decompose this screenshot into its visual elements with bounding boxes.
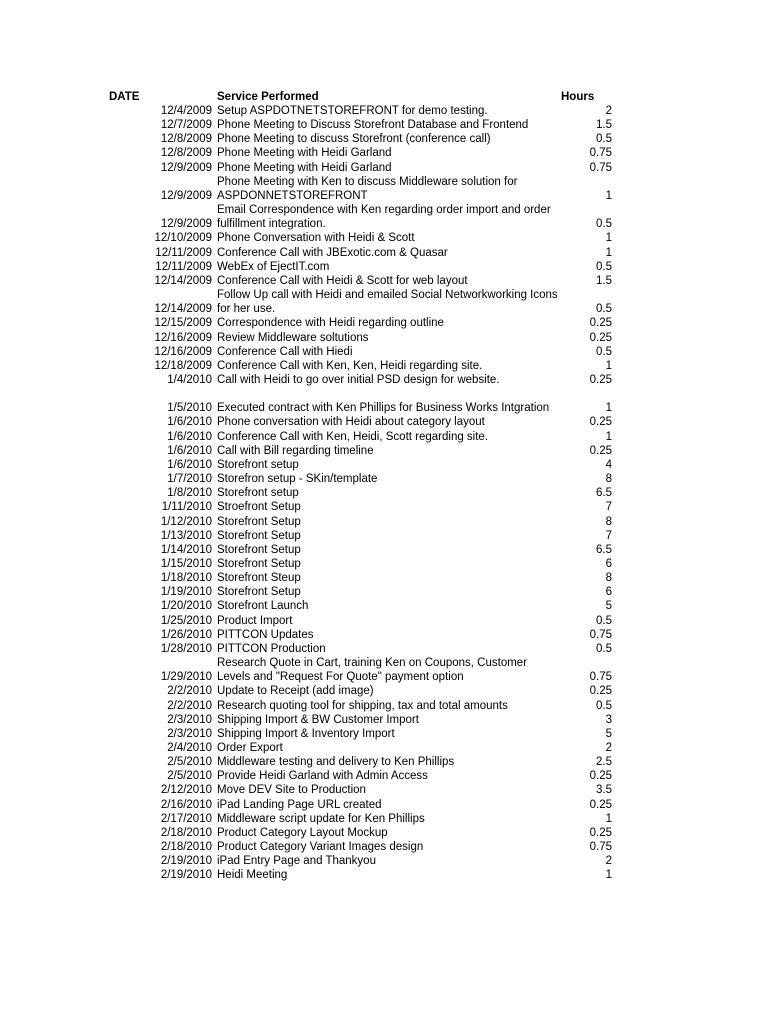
hours-cell: 6: [605, 586, 612, 599]
date-cell: 2/5/2010: [167, 756, 212, 769]
table-row: [0, 104, 768, 118]
hours-cell: 7: [605, 529, 612, 542]
date-cell: 12/11/2009: [155, 246, 212, 259]
service-text-line: for her use.: [217, 303, 276, 316]
table-row: [0, 472, 768, 486]
service-text-line: Update to Receipt (add image): [217, 685, 374, 698]
hours-cell: 0.5: [596, 614, 612, 627]
service-cell: [212, 656, 562, 684]
date-cell: 2/18/2010: [160, 826, 212, 839]
hours-cell: 7: [605, 501, 612, 514]
table-row: [0, 458, 768, 472]
service-cell: [212, 628, 562, 642]
service-text-line: Storefront Setup: [217, 557, 301, 570]
service-text-line: Storefront Setup: [217, 586, 301, 599]
hours-cell: 1: [605, 232, 612, 245]
service-cell: [212, 812, 562, 826]
hours-cell: 0.25: [589, 798, 612, 811]
table-row: [0, 401, 768, 415]
date-cell: 2/12/2010: [160, 784, 212, 797]
hours-cell: 6.5: [596, 487, 612, 500]
date-cell: 12/16/2009: [154, 331, 212, 344]
hours-cell: 0.25: [589, 373, 612, 386]
date-cell: 12/10/2009: [154, 232, 212, 245]
date-cell: 1/13/2010: [160, 529, 212, 542]
service-text-line: Email Correspondence with Ken regarding order import and order: [217, 204, 551, 217]
hours-cell: 6: [605, 557, 612, 570]
service-cell: [212, 458, 562, 472]
date-cell: 12/9/2009: [160, 218, 212, 231]
service-text-line: Conference Call with Ken, Heidi, Scott regarding site.: [217, 430, 489, 443]
service-cell: [212, 755, 562, 769]
table-row: [0, 359, 768, 373]
hours-cell: 1: [605, 402, 612, 415]
service-cell: [212, 444, 562, 458]
service-text-line: Phone conversation with Heidi about category layout: [217, 416, 485, 429]
service-text-line: Levels and "Request For Quote" payment option: [217, 671, 464, 684]
service-cell: [212, 472, 562, 486]
table-row: [0, 316, 768, 330]
service-text-line: Setup ASPDOTNETSTOREFRONT for demo testing.: [217, 105, 488, 117]
service-text-line: Storefron setup - SKin/template: [217, 473, 378, 486]
date-cell: 2/4/2010: [167, 742, 212, 755]
service-text-line: Conference Call with JBExotic.com & Quasar: [217, 246, 448, 259]
date-cell: 1/6/2010: [167, 430, 212, 443]
hours-cell: 0.75: [589, 161, 612, 174]
date-cell: 12/16/2009: [154, 345, 212, 358]
date-cell: 12/4/2009: [160, 105, 212, 117]
hours-cell: 0.25: [589, 444, 612, 457]
table-row: [0, 161, 768, 175]
service-cell: [212, 868, 562, 882]
hours-cell: 1.5: [596, 274, 612, 287]
table-row: [0, 769, 768, 783]
table-row: [0, 614, 768, 628]
table-row: [0, 868, 768, 882]
service-text-line: ASPDONNETSTOREFRONT: [217, 189, 368, 202]
service-cell: [212, 543, 562, 557]
hours-cell: 1.5: [596, 119, 612, 132]
service-text-line: Phone Meeting with Heidi Garland: [217, 147, 392, 160]
date-cell: 2/18/2010: [160, 841, 212, 854]
date-cell: 2/17/2010: [160, 812, 212, 825]
table-row: [0, 713, 768, 727]
hours-cell: 2.5: [596, 756, 612, 769]
date-cell: 1/12/2010: [160, 515, 212, 528]
service-cell: [212, 274, 562, 288]
service-text-line: Phone Meeting to Discuss Storefront Database and Frontend: [217, 119, 529, 132]
hours-cell: 2: [605, 105, 612, 117]
table-row: [0, 529, 768, 543]
service-cell: [212, 699, 562, 713]
table-row: [0, 812, 768, 826]
service-cell: [212, 741, 562, 755]
service-cell: [212, 727, 562, 741]
service-cell: [212, 571, 562, 585]
hours-cell: 1: [605, 869, 612, 882]
table-row: [0, 274, 768, 288]
service-text-line: Product Category Variant Images design: [217, 841, 424, 854]
date-cell: 1/26/2010: [160, 628, 212, 641]
hours-cell: 0.5: [596, 303, 612, 316]
hours-cell: 0.5: [596, 260, 612, 273]
table-row: [0, 684, 768, 698]
table-row: [0, 854, 768, 868]
service-cell: [212, 642, 562, 656]
service-text-line: Provide Heidi Garland with Admin Access: [217, 770, 428, 783]
date-cell: 12/9/2009: [160, 161, 212, 174]
table-row: [0, 826, 768, 840]
date-cell: 1/8/2010: [167, 487, 212, 500]
service-text-line: PITTCON Updates: [217, 628, 314, 641]
date-cell: 12/11/2009: [155, 260, 212, 273]
service-text-line: fulfillment integration.: [217, 218, 326, 231]
service-text-line: Order Export: [217, 742, 283, 755]
table-row: [0, 543, 768, 557]
service-cell: [212, 826, 562, 840]
service-cell: [212, 146, 562, 160]
table-row: [0, 557, 768, 571]
table-row: [0, 246, 768, 260]
service-cell: [212, 486, 562, 500]
service-text-line: Phone Meeting with Heidi Garland: [217, 161, 392, 174]
table-row: [0, 500, 768, 514]
service-cell: [212, 260, 562, 274]
service-text-line: Storefront setup: [217, 458, 299, 471]
service-cell: [212, 345, 562, 359]
service-text-line: Call with Bill regarding timeline: [217, 444, 374, 457]
date-cell: 2/19/2010: [160, 855, 212, 868]
hours-cell: 8: [605, 515, 612, 528]
date-cell: 2/16/2010: [160, 798, 212, 811]
date-cell: 12/9/2009: [160, 189, 212, 202]
table-row: [0, 699, 768, 713]
service-text-line: Storefront Setup: [217, 529, 301, 542]
service-cell: [212, 614, 562, 628]
service-cell: [212, 359, 562, 373]
service-column-header: Service Performed: [217, 91, 319, 103]
hours-cell: 0.25: [589, 416, 612, 429]
hours-cell: 0.5: [596, 699, 612, 712]
table-row: [0, 331, 768, 345]
hours-cell: 0.25: [589, 685, 612, 698]
hours-cell: 0.5: [596, 218, 612, 231]
table-row: [0, 571, 768, 585]
service-cell: [212, 430, 562, 444]
hours-cell: 0.5: [596, 642, 612, 655]
service-cell: [212, 769, 562, 783]
date-cell: 12/8/2009: [160, 147, 212, 160]
service-text-line: Storefront Setup: [217, 543, 301, 556]
service-text-line: Phone Conversation with Heidi & Scott: [217, 232, 415, 245]
table-row: [0, 755, 768, 769]
service-text-line: Shipping Import & Inventory Import: [217, 727, 395, 740]
service-cell: [212, 599, 562, 613]
service-cell: [212, 515, 562, 529]
hours-cell: 1: [605, 812, 612, 825]
hours-cell: 0.25: [589, 826, 612, 839]
hours-cell: 0.5: [596, 133, 612, 146]
table-row: [0, 203, 768, 231]
service-text-line: Follow Up call with Heidi and emailed Social Networkworking Icons: [217, 289, 558, 302]
service-cell: [212, 132, 562, 146]
service-text-line: Conference Call with Heidi & Scott for web layout: [217, 274, 468, 287]
date-cell: 1/4/2010: [167, 373, 212, 386]
service-cell: [212, 316, 562, 330]
date-cell: 1/18/2010: [160, 572, 212, 585]
table-row: [0, 798, 768, 812]
service-cell: [212, 798, 562, 812]
date-cell: 12/8/2009: [160, 133, 212, 146]
date-cell: 1/7/2010: [167, 473, 212, 486]
table-row: [0, 628, 768, 642]
service-cell: [212, 175, 562, 203]
service-cell: [212, 331, 562, 345]
date-cell: 1/5/2010: [167, 402, 212, 415]
date-column-header: DATE: [109, 91, 140, 103]
hours-cell: 1: [605, 189, 612, 202]
date-cell: 1/6/2010: [167, 458, 212, 471]
service-cell: [212, 203, 562, 231]
hours-cell: 0.25: [589, 317, 612, 330]
blank-row: [0, 387, 768, 401]
service-text-line: Phone Meeting to discuss Storefront (conference call): [217, 133, 491, 146]
date-cell: 2/5/2010: [167, 770, 212, 783]
date-cell: 12/7/2009: [160, 119, 212, 132]
table-row: [0, 599, 768, 613]
hours-cell: 2: [605, 855, 612, 868]
hours-cell: 8: [605, 473, 612, 486]
date-cell: 2/2/2010: [167, 699, 212, 712]
table-row: [0, 118, 768, 132]
hours-cell: 0.75: [589, 628, 612, 641]
service-text-line: Research quoting tool for shipping, tax and total amounts: [217, 699, 508, 712]
service-cell: [212, 246, 562, 260]
date-cell: 12/14/2009: [154, 303, 212, 316]
table-row: [0, 430, 768, 444]
date-cell: 1/25/2010: [160, 614, 212, 627]
service-text-line: Middleware script update for Ken Phillips: [217, 812, 425, 825]
service-cell: [212, 104, 562, 118]
service-text-line: Product Category Layout Mockup: [217, 826, 388, 839]
hours-cell: 1: [605, 359, 612, 372]
table-row: [0, 727, 768, 741]
service-text-line: Storefront Launch: [217, 600, 309, 613]
service-text-line: Heidi Meeting: [217, 869, 288, 882]
service-cell: [212, 401, 562, 415]
service-text-line: Middleware testing and delivery to Ken Phillips: [217, 756, 455, 769]
service-cell: [212, 373, 562, 387]
hours-cell: 1: [605, 246, 612, 259]
table-row: [0, 741, 768, 755]
service-text-line: Executed contract with Ken Phillips for Business Works Intgration: [217, 402, 550, 415]
hours-column-header: Hours: [561, 91, 595, 103]
date-cell: 1/14/2010: [160, 543, 212, 556]
service-text-line: Conference Call with Ken, Ken, Heidi regarding site.: [217, 359, 483, 372]
service-cell: [212, 854, 562, 868]
service-text-line: Call with Heidi to go over initial PSD design for website.: [217, 373, 500, 386]
hours-cell: 4: [605, 458, 612, 471]
hours-cell: 3: [605, 713, 612, 726]
service-text-line: Stroefront Setup: [217, 501, 301, 514]
date-cell: 12/18/2009: [154, 359, 212, 372]
table-row: [0, 415, 768, 429]
service-text-line: Storefront setup: [217, 487, 299, 500]
service-text-line: Shipping Import & BW Customer Import: [217, 713, 419, 726]
date-cell: 12/14/2009: [154, 274, 212, 287]
hours-cell: 0.75: [589, 841, 612, 854]
table-row: [0, 260, 768, 274]
table-row: [0, 444, 768, 458]
table-row: [0, 231, 768, 245]
table-row: [0, 132, 768, 146]
hours-cell: 5: [605, 600, 612, 613]
date-cell: 2/2/2010: [167, 685, 212, 698]
table-row: [0, 486, 768, 500]
service-text-line: Move DEV Site to Production: [217, 784, 366, 797]
hours-cell: 3.5: [596, 784, 612, 797]
date-cell: 2/3/2010: [167, 713, 212, 726]
service-text-line: Phone Meeting with Ken to discuss Middleware solution for: [217, 175, 518, 188]
service-cell: [212, 783, 562, 797]
table-row: [0, 146, 768, 160]
table-row: [0, 345, 768, 359]
date-cell: 2/3/2010: [167, 727, 212, 740]
service-cell: [212, 713, 562, 727]
service-text-line: Correspondence with Heidi regarding outline: [217, 317, 444, 330]
table-row: [0, 840, 768, 854]
hours-cell: 0.25: [589, 770, 612, 783]
service-text-line: iPad Landing Page URL created: [217, 798, 382, 811]
service-cell: [212, 585, 562, 599]
date-cell: 1/28/2010: [160, 642, 212, 655]
table-row: [0, 656, 768, 684]
table-row: [0, 783, 768, 797]
hours-cell: 8: [605, 572, 612, 585]
timesheet-rows: [0, 104, 768, 883]
hours-cell: 1: [605, 430, 612, 443]
hours-cell: 0.5: [596, 345, 612, 358]
service-cell: [212, 288, 562, 316]
hours-cell: 0.75: [589, 671, 612, 684]
table-row: [0, 373, 768, 387]
service-text-line: WebEx of EjectIT.com: [217, 260, 330, 273]
service-cell: [212, 231, 562, 245]
service-text-line: Review Middleware soltutions: [217, 331, 369, 344]
table-row: [0, 515, 768, 529]
table-row: [0, 585, 768, 599]
service-cell: [212, 118, 562, 132]
date-cell: 1/19/2010: [160, 586, 212, 599]
date-cell: 1/15/2010: [160, 557, 212, 570]
hours-cell: 0.25: [589, 331, 612, 344]
service-text-line: PITTCON Production: [217, 642, 326, 655]
service-text-line: Storefront Setup: [217, 515, 301, 528]
date-cell: 1/11/2010: [161, 501, 212, 514]
table-row: [0, 175, 768, 203]
service-cell: [212, 500, 562, 514]
service-cell: [212, 684, 562, 698]
table-row: [0, 642, 768, 656]
date-cell: 12/15/2009: [154, 317, 212, 330]
date-cell: 1/20/2010: [160, 600, 212, 613]
date-cell: 2/19/2010: [160, 869, 212, 882]
service-text-line: Conference Call with Hiedi: [217, 345, 353, 358]
hours-cell: 2: [605, 742, 612, 755]
table-row: [0, 288, 768, 316]
service-cell: [212, 161, 562, 175]
hours-cell: 5: [605, 727, 612, 740]
date-cell: 1/6/2010: [167, 444, 212, 457]
service-text-line: Research Quote in Cart, training Ken on Coupons, Customer: [217, 657, 528, 670]
service-cell: [212, 557, 562, 571]
service-cell: [212, 529, 562, 543]
service-text-line: iPad Entry Page and Thankyou: [217, 855, 376, 868]
service-cell: [212, 415, 562, 429]
date-cell: 1/6/2010: [167, 416, 212, 429]
service-text-line: Product Import: [217, 614, 293, 627]
hours-cell: 6.5: [596, 543, 612, 556]
service-text-line: Storefront Steup: [217, 572, 301, 585]
service-cell: [212, 840, 562, 854]
date-cell: 1/29/2010: [160, 671, 212, 684]
hours-cell: 0.75: [589, 147, 612, 160]
